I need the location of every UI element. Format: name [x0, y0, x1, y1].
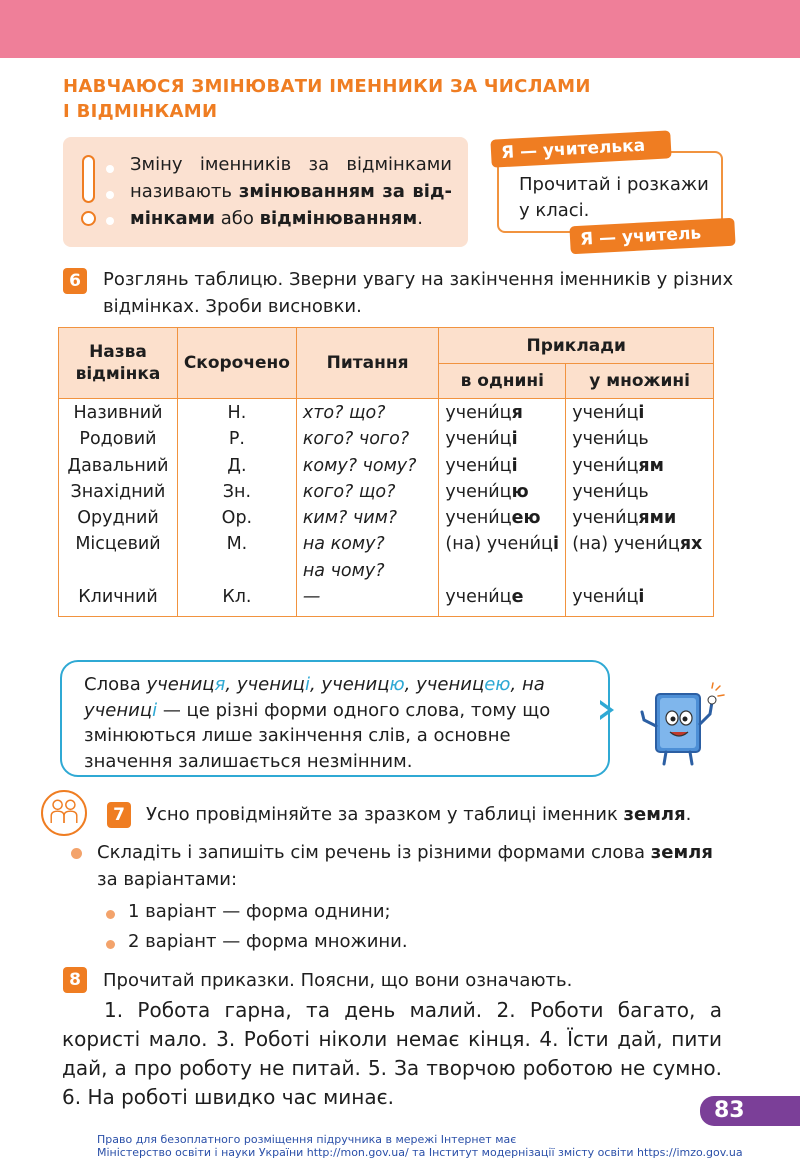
- dots-decoration: [103, 165, 117, 243]
- header-singular: в однині: [439, 364, 566, 399]
- page-number: 83: [700, 1096, 800, 1126]
- teacher-male-tag: Я — учитель: [569, 218, 735, 255]
- case-name: Знахідний: [59, 479, 178, 505]
- case-name: Родовий: [59, 426, 178, 452]
- task-7-number: 7: [107, 802, 131, 828]
- task-6-text: Розглянь таблицю. Зверни увагу на закінчення іменників у різних відмінках. Зроби висновки.: [103, 269, 734, 317]
- singular-example: учени́ці: [439, 426, 566, 452]
- case-question: кого? чого?: [296, 426, 439, 452]
- pair-work-icon: [41, 790, 87, 836]
- case-short: Р.: [177, 426, 296, 452]
- teacher-female-tag: Я — учителька: [490, 130, 671, 167]
- case-short: Зн.: [177, 479, 296, 505]
- header-examples: Приклади: [439, 328, 714, 364]
- task-7-text: Усно провідміняйте за зразком у таблиці іменник земля.: [146, 804, 692, 825]
- role-instruction: Прочитай і розкажи у класі.: [519, 174, 709, 221]
- bullet-dot: [106, 940, 115, 949]
- cases-table: [58, 327, 714, 617]
- rule-box: [63, 137, 468, 247]
- heading-line-1: НАВЧАЮСЯ ЗМІНЮВАТИ ІМЕННИКИ ЗА ЧИСЛАМИ: [63, 76, 591, 97]
- header-case-name: Назва відмінка: [59, 328, 178, 399]
- singular-example: учени́ця: [439, 399, 566, 427]
- plural-example: учени́ці: [566, 584, 714, 616]
- singular-example: (на) учени́ці: [439, 531, 566, 584]
- table-row: [59, 505, 714, 531]
- case-name: Кличний: [59, 584, 178, 616]
- case-short: Ор.: [177, 505, 296, 531]
- plural-example: учени́цями: [566, 505, 714, 531]
- heading-line-2: І ВІДМІНКАМИ: [63, 101, 218, 122]
- bullet-dot: [71, 848, 82, 859]
- task-6-number: 6: [63, 268, 87, 294]
- case-name: Орудний: [59, 505, 178, 531]
- case-short: Кл.: [177, 584, 296, 616]
- variant-2-text: 2 варіант — форма множини.: [128, 931, 408, 952]
- proverbs-text: 1. Робота гарна, та день малий. 2. Роботи багато, а користі мало. 3. Роботі ніколи немає кінця. 4. Їсти дай, пити дай, а про роботу не питай. 5. За творчою роботою не сумно. 6. На роботі швидко час минає.: [62, 998, 722, 1109]
- rule-text: Зміну іменників за відмінками називають змінюванням за від-мінками або відмінюванням.: [130, 154, 452, 229]
- table-row: [59, 426, 714, 452]
- case-short: М.: [177, 531, 296, 584]
- bullet-dot: [106, 910, 115, 919]
- plural-example: учени́ці: [566, 399, 714, 427]
- plural-example: учени́ць: [566, 479, 714, 505]
- case-short: Н.: [177, 399, 296, 427]
- case-name: Давальний: [59, 453, 178, 479]
- singular-example: учени́це: [439, 584, 566, 616]
- book-mascot-icon: [636, 680, 726, 770]
- case-name: Називний: [59, 399, 178, 427]
- table-row: [59, 531, 714, 584]
- task-8-text: Прочитай приказки. Поясни, що вони означають.: [103, 970, 573, 991]
- case-question: на кому? на чому?: [296, 531, 439, 584]
- info-bubble: [60, 660, 610, 777]
- case-name: Місцевий: [59, 531, 178, 584]
- plural-example: учени́ць: [566, 426, 714, 452]
- section-heading: [63, 74, 623, 124]
- case-question: —: [296, 584, 439, 616]
- header-plural: у множині: [566, 364, 714, 399]
- plural-example: (на) учени́цях: [566, 531, 714, 584]
- plural-example: учени́цям: [566, 453, 714, 479]
- table-row: [59, 584, 714, 616]
- info-bubble-text: Слова учениця, учениці, ученицю, ученицею, на учениці — це різні форми одного слова, тому що змінюються лише закінчення слів, а основне значення залишається незмінним.: [84, 674, 551, 772]
- exclamation-icon: [75, 155, 105, 235]
- top-color-bar: [0, 0, 800, 58]
- singular-example: учени́цю: [439, 479, 566, 505]
- header-short: Скорочено: [177, 328, 296, 399]
- singular-example: учени́ці: [439, 453, 566, 479]
- footer-note: Право для безоплатного розміщення підручника в мережі Інтернет має Міністерство освіти і науки України http://mon.gov.ua/ та Інститут модернізації змісту освіти https://imzo.gov.ua: [97, 1133, 743, 1159]
- singular-example: учени́цею: [439, 505, 566, 531]
- table-row: [59, 479, 714, 505]
- header-question: Питання: [296, 328, 439, 399]
- case-question: хто? що?: [296, 399, 439, 427]
- variant-1-text: 1 варіант — форма однини;: [128, 901, 391, 922]
- bullet-main-text: Складіть і запишіть сім речень із різними формами слова земля за варіантами:: [97, 842, 713, 890]
- table-row: [59, 453, 714, 479]
- task-8-number: 8: [63, 967, 87, 993]
- table-row: [59, 399, 714, 427]
- case-question: кому? чому?: [296, 453, 439, 479]
- case-short: Д.: [177, 453, 296, 479]
- case-question: ким? чим?: [296, 505, 439, 531]
- case-question: кого? що?: [296, 479, 439, 505]
